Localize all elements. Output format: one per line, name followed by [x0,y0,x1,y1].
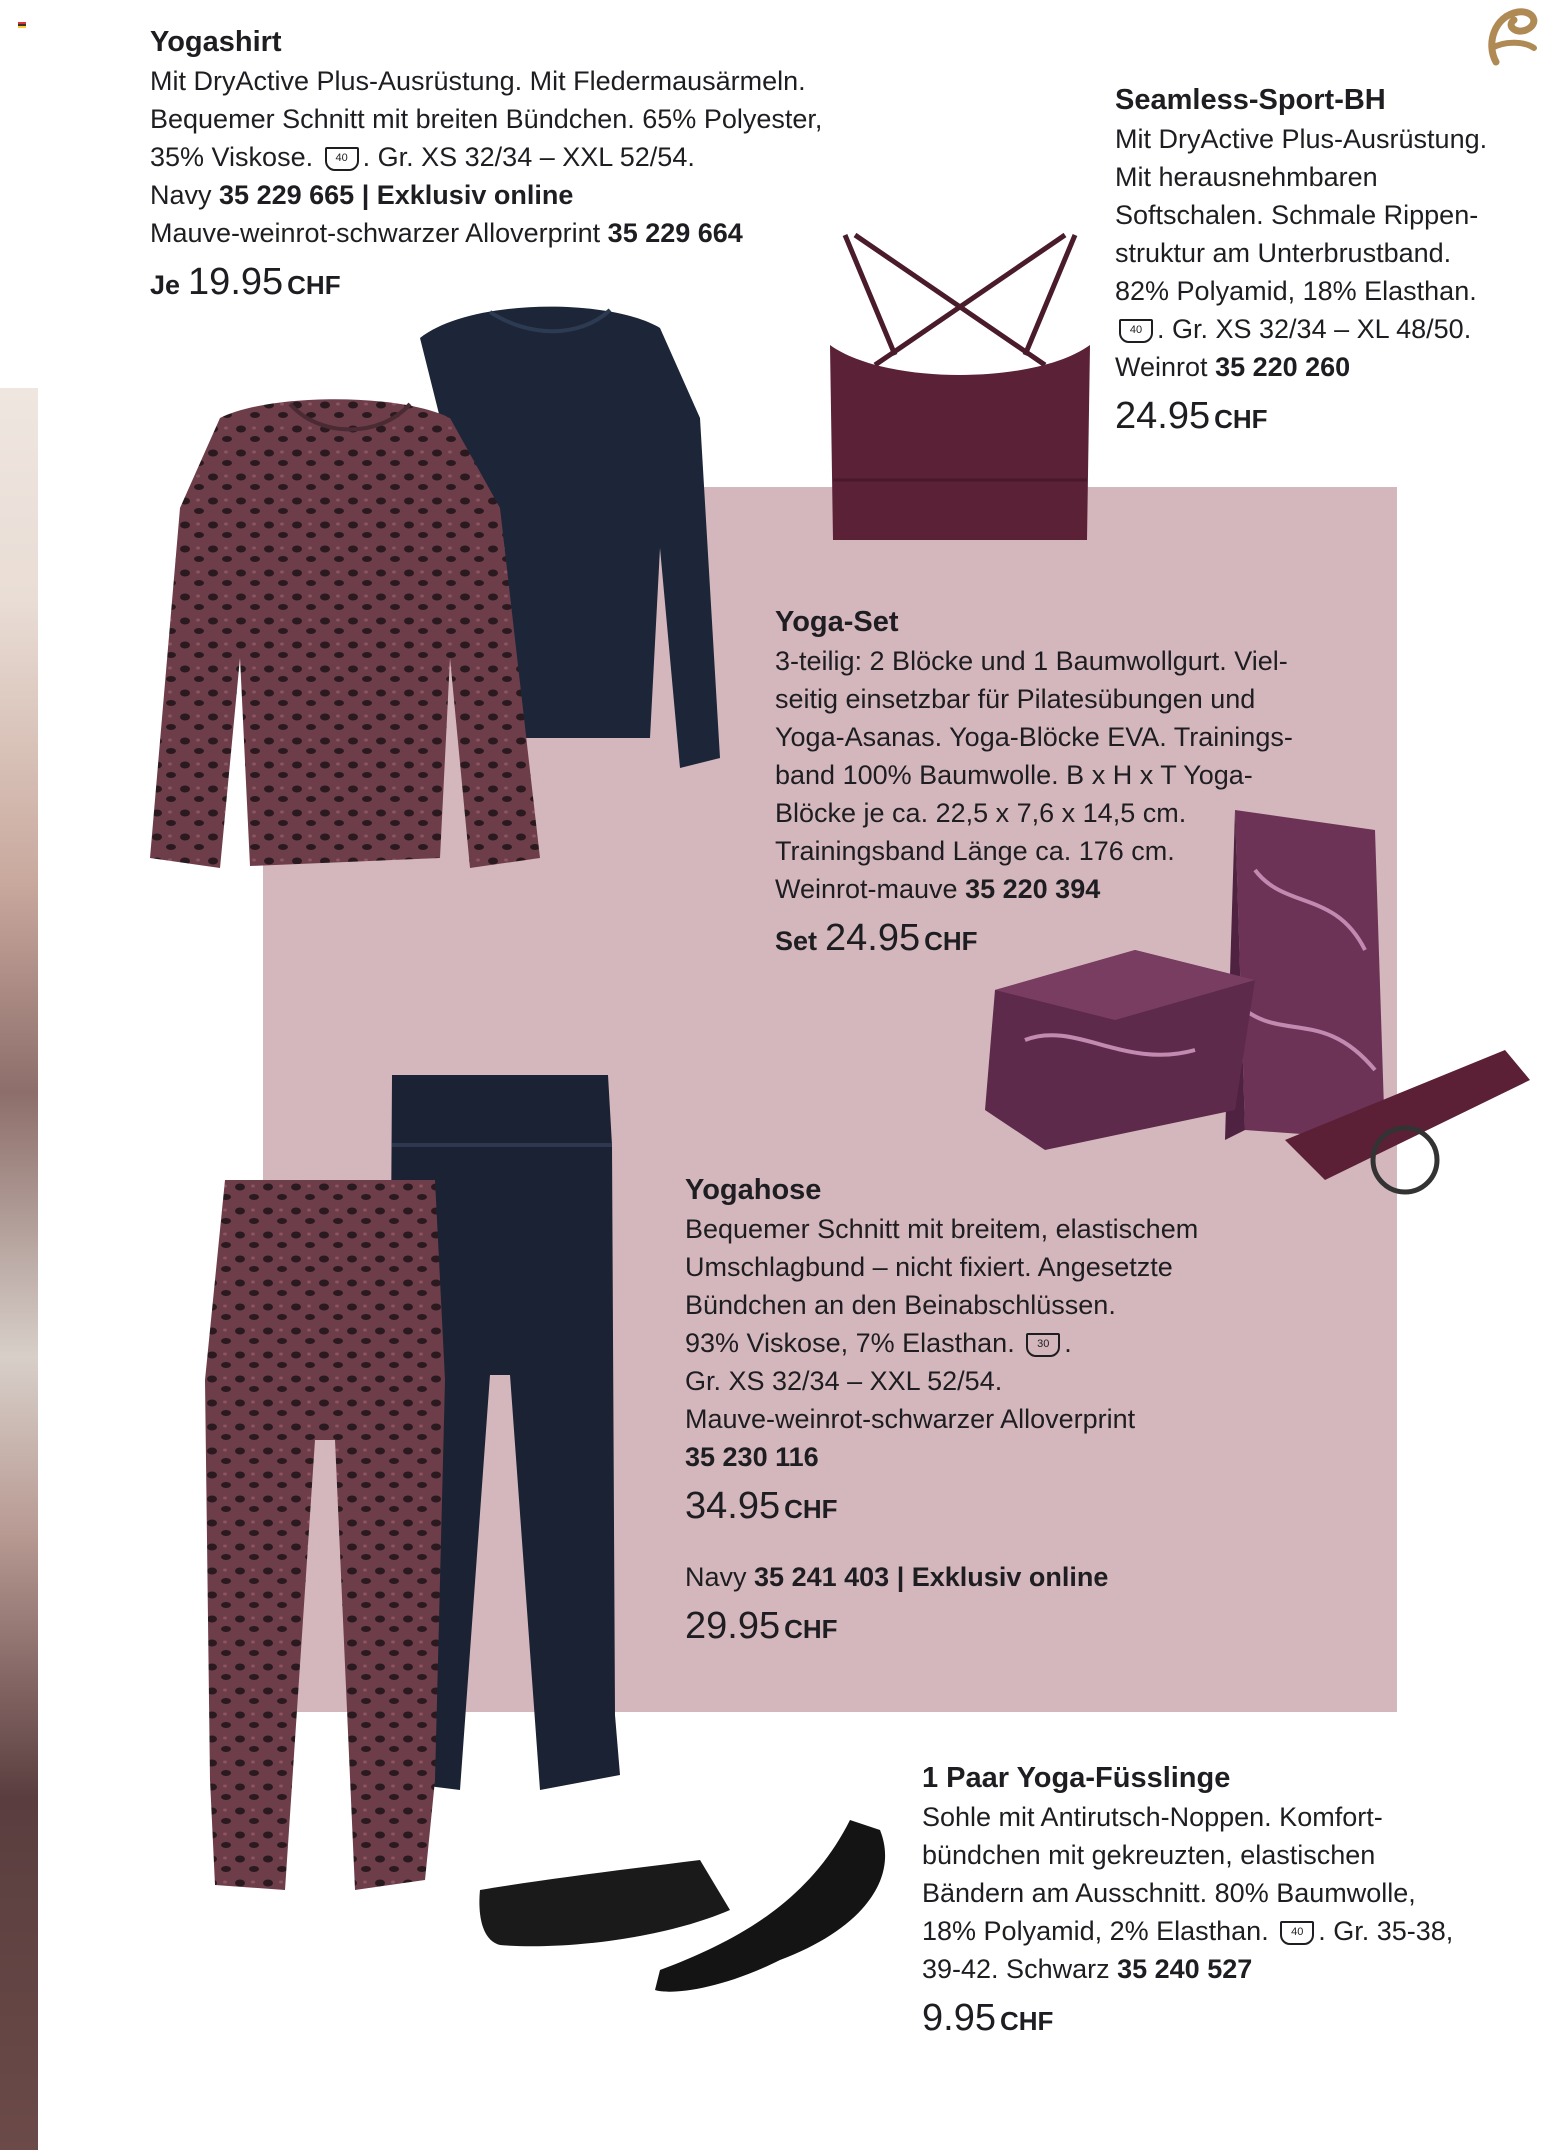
brand-logo [1476,4,1548,74]
yogahose-title: Yogahose [685,1174,822,1206]
price-value: 19.95 [188,261,284,303]
sport-bh-desc-line: Softschalen. Schmale Rippen- [1115,200,1479,230]
price-value: 29.95 [685,1605,781,1647]
yoga-set-desc-line: Trainingsband Länge ca. 176 cm. [775,836,1175,866]
sport-bh-desc-line: Mit DryActive Plus-Ausrüstung. [1115,124,1488,154]
yogahose-info: Yogahose Bequemer Schnitt mit breitem, elastischem Umschlagbund – nicht fixiert. Angesetzte Bündchen an den Beinabschlüssen. 93% Viskose, 7% Elasthan. 30 . Gr. XS 32/34 – XXL 52/54. Mauve-weinrot-schwarzer Alloverprint 35 230 116 34.95 CHF Navy 35 241 403 | Exklusiv online 29.95 CHF [685,1170,1198,1650]
yogahose-material: 93% Viskose, 7% Elasthan. [685,1328,1015,1358]
yogahose-desc-line: Bequemer Schnitt mit breitem, elastischem [685,1214,1199,1244]
yogashirt-desc-line [150,138,822,176]
fuesslinge-color: 39-42. Schwarz [922,1954,1110,1984]
yogahose-mauve-code: 35 230 116 [685,1442,819,1472]
yoga-set-desc-line: 3-teilig: 2 Blöcke und 1 Baumwollgurt. Viel- [775,646,1288,676]
fuesslinge-title: 1 Paar Yoga-Füsslinge [922,1762,1231,1794]
wash-care-icon: 40 [1280,1921,1314,1945]
yogahose-desc-line: Umschlagbund – nicht fixiert. Angesetzte [685,1252,1173,1282]
sport-bh-desc-line: struktur am Unterbrustband. [1115,238,1452,268]
yogashirt-sizes: . Gr. XS 32/34 – XXL 52/54. [362,142,695,172]
fuesslinge-info [922,1758,1453,2042]
sport-bh-title: Seamless-Sport-BH [1115,84,1386,116]
yogahose-navy-price [685,1602,1198,1650]
wash-care-icon: 40 [325,147,359,171]
price-prefix: Set [775,926,818,956]
yoga-set-title: Yoga-Set [775,606,899,638]
yogashirt-desc-line: Mit DryActive Plus-Ausrüstung. Mit Fledermausärmeln. [150,66,806,96]
yoga-set-code: 35 220 394 [965,874,1101,904]
wash-care-icon: 40 [1119,319,1153,343]
price-currency: CHF [287,270,341,300]
price-value: 24.95 [1115,395,1211,437]
yogashirt-desc-line: Bequemer Schnitt mit breiten Bündchen. 65% Polyester, [150,104,823,134]
sport-bh-image [825,225,1095,545]
fuesslinge-desc-line: Sohle mit Antirutsch-Noppen. Komfort- [922,1802,1383,1832]
yoga-set-desc-line: seitig einsetzbar für Pilatesübungen und [775,684,1256,714]
leopard-yogahose-image [205,1180,445,1900]
sport-bh-price [1115,392,1487,440]
price-currency: CHF [924,926,978,956]
yogashirt-mauve-code: 35 229 664 [607,218,743,248]
price-value: 24.95 [825,917,921,959]
yogashirt-mauve-label: Mauve-weinrot-schwarzer Alloverprint [150,218,601,248]
flag-marker-icon [18,22,26,28]
separator: | [896,1562,905,1592]
fuesslinge-code: 35 240 527 [1117,1954,1253,1984]
sport-bh-color: Weinrot [1115,352,1208,382]
yogashirt-info [150,22,822,306]
yoga-set-color: Weinrot-mauve [775,874,958,904]
yoga-set-info [775,602,1293,962]
fuesslinge-desc-line: Bändern am Ausschnitt. 80% Baumwolle, [922,1878,1416,1908]
fuesslinge-desc-line: bündchen mit gekreuzten, elastischen [922,1840,1376,1870]
separator: | [361,180,370,210]
yogahose-sizes: Gr. XS 32/34 – XXL 52/54. [685,1366,1003,1396]
fuesslinge-material: 18% Polyamid, 2% Elasthan. [922,1916,1269,1946]
yogahose-exclusive-online: Exklusiv online [911,1562,1109,1592]
price-currency: CHF [999,2006,1054,2036]
yoga-set-price [775,914,1293,962]
sport-bh-sizes: . Gr. XS 32/34 – XL 48/50. [1157,314,1472,344]
price-value: 9.95 [922,1997,996,2039]
sport-bh-desc-line: 82% Polyamid, 18% Elasthan. [1115,276,1477,306]
sport-bh-code: 35 220 260 [1215,352,1351,382]
sport-bh-desc-line: Mit herausnehmbaren [1115,162,1378,192]
left-photo-strip [0,388,38,2150]
yoga-set-desc-line: Yoga-Asanas. Yoga-Blöcke EVA. Trainings- [775,722,1293,752]
wash-care-icon: 30 [1026,1333,1060,1357]
sport-bh-info [1115,80,1487,440]
yoga-set-desc-line: band 100% Baumwolle. B x H x T Yoga- [775,760,1253,790]
price-currency: CHF [784,1494,838,1524]
yogahose-desc-line: Bündchen an den Beinabschlüssen. [685,1290,1116,1320]
yogashirt-title: Yogashirt [150,26,282,58]
price-currency: CHF [1214,404,1268,434]
price-prefix: Je [150,270,181,300]
yogashirt-price [150,258,822,306]
yogahose-price [685,1482,1198,1530]
leopard-yogashirt-image [150,398,540,868]
price-currency: CHF [784,1614,838,1644]
fuesslinge-sizes: . Gr. 35-38, [1318,1916,1454,1946]
yogahose-navy-label: Navy [685,1562,747,1592]
yogashirt-navy-label: Navy [150,180,212,210]
price-value: 34.95 [685,1485,781,1527]
yogashirt-material: 35% Viskose. [150,142,314,172]
yoga-set-desc-line: Blöcke je ca. 22,5 x 7,6 x 14,5 cm. [775,798,1187,828]
yogahose-mauve-label: Mauve-weinrot-schwarzer Alloverprint [685,1404,1136,1434]
fuesslinge-price [922,1994,1453,2042]
yoga-fuesslinge-image [480,1820,910,2000]
yogashirt-exclusive-online: Exklusiv online [376,180,574,210]
yogashirt-navy-code: 35 229 665 [219,180,355,210]
yogahose-navy-code: 35 241 403 [754,1562,890,1592]
